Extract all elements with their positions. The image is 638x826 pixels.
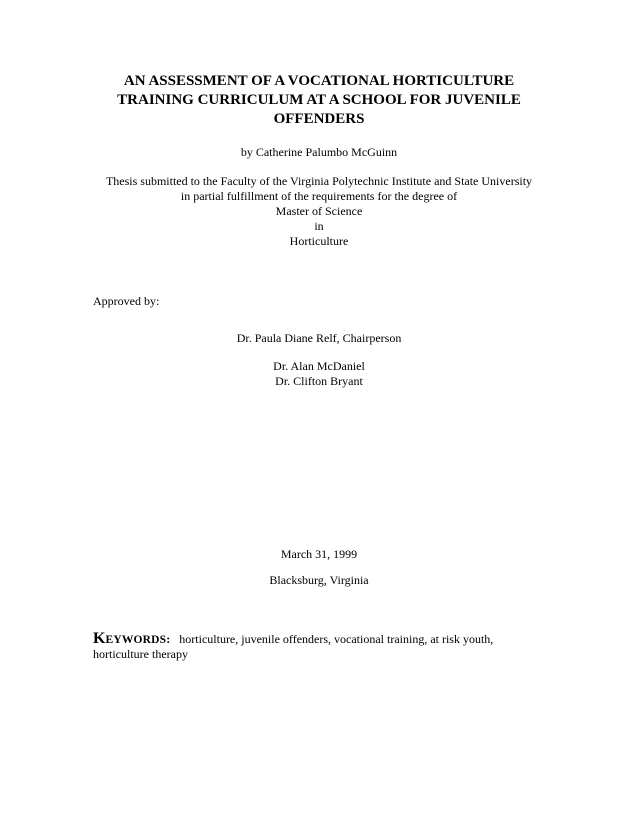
- degree-in: in: [314, 219, 324, 233]
- keywords-label-rest: EYWORDS: [105, 634, 167, 646]
- thesis-title-line-2: TRAINING CURRICULUM AT A SCHOOL FOR JUVENILE: [117, 92, 521, 108]
- committee-member-2: Dr. Clifton Bryant: [275, 374, 363, 388]
- keywords-line-2: horticulture therapy: [93, 647, 188, 661]
- author-line: by Catherine Palumbo McGuinn: [240, 145, 398, 159]
- degree-field: Horticulture: [289, 234, 349, 248]
- keywords-label-initial: K: [93, 630, 106, 647]
- submission-place: Blacksburg, Virginia: [269, 573, 369, 587]
- keywords-line-1: [93, 631, 613, 648]
- keywords-label: [93, 632, 170, 646]
- keywords-list-part-1: horticulture, juvenile offenders, vocational training, at risk youth,: [179, 632, 494, 646]
- submission-statement-line-2: in partial fulfillment of the requirements for the degree of: [180, 189, 458, 203]
- submission-date: March 31, 1999: [280, 547, 358, 561]
- approved-by-label: Approved by:: [93, 294, 160, 308]
- committee-member-1: Dr. Alan McDaniel: [273, 359, 365, 373]
- thesis-title-line-1: AN ASSESSMENT OF A VOCATIONAL HORTICULTURE: [123, 73, 515, 89]
- keywords-label-colon: :: [166, 632, 171, 646]
- committee-chair: Dr. Paula Diane Relf, Chairperson: [236, 331, 402, 345]
- submission-statement-line-1: Thesis submitted to the Faculty of the Virginia Polytechnic Institute and State University: [105, 174, 533, 188]
- thesis-title-line-3: OFFENDERS: [273, 111, 365, 127]
- degree-name: Master of Science: [275, 204, 363, 218]
